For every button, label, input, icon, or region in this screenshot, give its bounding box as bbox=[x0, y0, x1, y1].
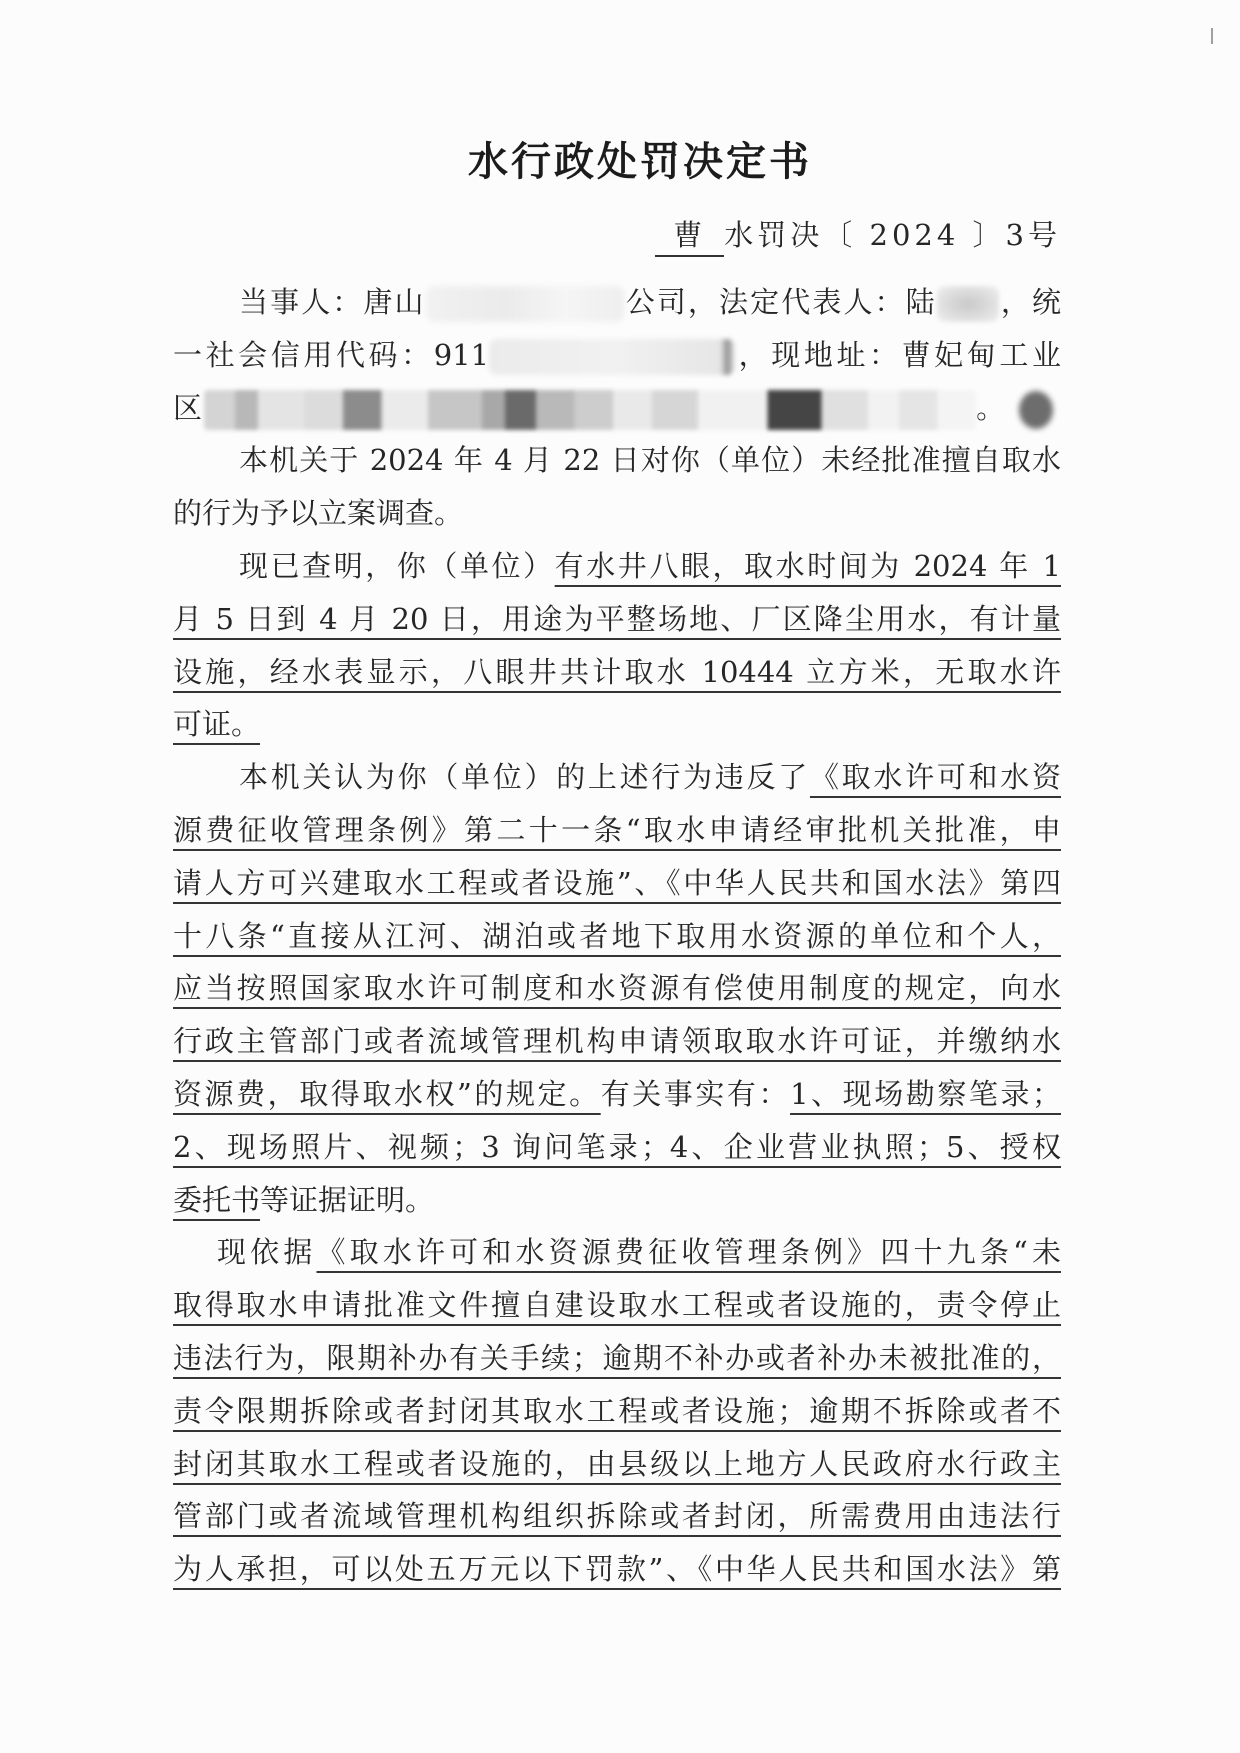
body-line bbox=[173, 1226, 1061, 1279]
underlined-segment: 《取水许可和水资 bbox=[809, 760, 1061, 795]
body-line bbox=[173, 593, 1061, 646]
underlined-segment: 委托书 bbox=[173, 1182, 261, 1217]
underlined-segment: 违法行为，限期补办有关手续；逾期不补办或者补办未被批准的， bbox=[173, 1340, 1061, 1375]
body-line bbox=[173, 910, 1061, 963]
underlined-segment: 为人承担，可以处五万元以下罚款”、《中华人民共和国水法》第 bbox=[173, 1552, 1061, 1587]
text-segment: 。 bbox=[976, 390, 1006, 425]
reference-agency-blank: 曹 bbox=[655, 215, 724, 257]
text-segment: 的行为予以立案调查。 bbox=[173, 496, 464, 531]
body-line bbox=[173, 1543, 1061, 1596]
text-segment: 本机关认为你（单位）的上述行为违反了 bbox=[239, 760, 810, 795]
paragraph-violation bbox=[173, 751, 1061, 1226]
text-segment: 本机关于 2024 年 4 月 22 日对你（单位）未经批准擅自取水 bbox=[239, 443, 1061, 478]
underlined-segment: 可证。 bbox=[173, 707, 261, 742]
body-line bbox=[173, 1385, 1061, 1438]
underlined-segment: 十八条“直接从江河、湖泊或者地下取用水资源的单位和个人， bbox=[173, 918, 1061, 953]
reference-number-text: 水罚决〔 2024 〕3号 bbox=[724, 218, 1061, 252]
text-segment: 一社会信用代码：911 bbox=[173, 337, 490, 372]
text-segment: 等证据证明。 bbox=[260, 1182, 435, 1217]
text-segment: 现已查明，你（单位） bbox=[239, 548, 555, 583]
body-line bbox=[173, 382, 1061, 435]
underlined-segment: 源费征收管理条例》第二十一条“取水申请经审批机关批准，申 bbox=[173, 812, 1061, 847]
redacted-company-name bbox=[426, 286, 624, 322]
text-segment: 公司，法定代表人：陆 bbox=[623, 285, 937, 319]
underlined-segment: 责令限期拆除或者封闭其取水工程或者设施；逾期不拆除或者不 bbox=[173, 1393, 1061, 1428]
document-reference-number bbox=[655, 209, 1061, 261]
body-line bbox=[173, 962, 1061, 1015]
text-segment: 区 bbox=[173, 390, 203, 425]
paragraph-legal-basis bbox=[173, 1226, 1061, 1596]
redacted-representative-name bbox=[937, 286, 999, 322]
paragraph-findings bbox=[173, 540, 1061, 751]
body-line bbox=[173, 1332, 1061, 1385]
text-segment: ，现地址：曹妃甸工业 bbox=[735, 337, 1061, 372]
document-title: 水行政处罚决定书 bbox=[468, 138, 812, 185]
text-segment: 当事人：唐山 bbox=[239, 285, 426, 319]
body-line bbox=[173, 1068, 1061, 1121]
body-line bbox=[173, 1438, 1061, 1491]
body-line bbox=[173, 646, 1061, 699]
body-line bbox=[173, 540, 1061, 593]
paragraph-party-info bbox=[173, 276, 1061, 434]
body-line bbox=[173, 276, 1061, 329]
underlined-segment: 封闭其取水工程或者设施的，由县级以上地方人民政府水行政主 bbox=[173, 1446, 1061, 1481]
body-line bbox=[173, 857, 1061, 910]
body-line bbox=[173, 1490, 1061, 1543]
text-segment: 有关事实有： bbox=[600, 1076, 791, 1111]
body-line bbox=[173, 1279, 1061, 1332]
underlined-segment: 2、现场照片、视频；3 询问笔录；4、企业营业执照；5、授权 bbox=[173, 1129, 1061, 1164]
underlined-segment: 请人方可兴建取水工程或者设施”、《中华人民共和国水法》第四 bbox=[173, 865, 1061, 900]
redaction-smudge bbox=[1019, 391, 1053, 429]
underlined-segment: 1、现场勘察笔录； bbox=[790, 1076, 1061, 1111]
document-body bbox=[173, 276, 1061, 1596]
body-line bbox=[173, 804, 1061, 857]
underlined-segment: 有水井八眼，取水时间为 2024 年 1 bbox=[554, 548, 1061, 583]
underlined-segment: 月 5 日到 4 月 20 日，用途为平整场地、厂区降尘用水，有计量 bbox=[173, 601, 1061, 636]
body-line bbox=[173, 1121, 1061, 1174]
underlined-segment: 行政主管部门或者流域管理机构申请领取取水许可证，并缴纳水 bbox=[173, 1024, 1061, 1059]
scan-mark bbox=[1211, 28, 1213, 44]
redacted-credit-code bbox=[489, 339, 735, 375]
underlined-segment: 《取水许可和水资源费征收管理条例》四十九条“未 bbox=[316, 1235, 1061, 1270]
body-line bbox=[173, 698, 1061, 751]
body-line bbox=[173, 1015, 1061, 1068]
body-line bbox=[173, 434, 1061, 487]
body-line bbox=[173, 329, 1061, 382]
paragraph-case-filing bbox=[173, 434, 1061, 540]
body-line bbox=[173, 1174, 1061, 1227]
underlined-segment: 取得取水申请批准文件擅自建设取水工程或者设施的，责令停止 bbox=[173, 1288, 1061, 1323]
underlined-segment: 设施，经水表显示，八眼井共计取水 10444 立方米，无取水许 bbox=[173, 654, 1061, 689]
underlined-segment: 资源费，取得取水权”的规定。 bbox=[173, 1076, 601, 1111]
body-line bbox=[173, 751, 1061, 804]
body-line bbox=[173, 487, 1061, 540]
text-segment: 现依据 bbox=[217, 1235, 317, 1270]
redacted-address bbox=[204, 390, 976, 430]
text-segment: ，统 bbox=[998, 285, 1061, 319]
underlined-segment: 应当按照国家取水许可制度和水资源有偿使用制度的规定，向水 bbox=[173, 971, 1061, 1006]
underlined-segment: 管部门或者流域管理机构组织拆除或者封闭，所需费用由违法行 bbox=[173, 1499, 1061, 1534]
